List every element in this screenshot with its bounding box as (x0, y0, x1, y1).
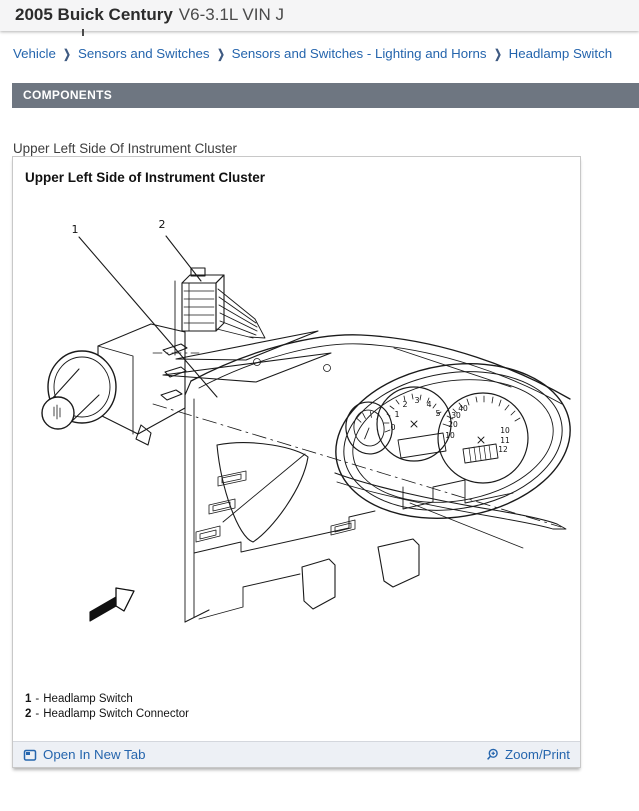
page-title (15, 5, 284, 25)
callout-2 (159, 218, 202, 355)
components-section-bar (12, 83, 639, 108)
speedo-number: 10 (445, 431, 455, 440)
tach-number: 3 (414, 396, 420, 405)
instrument-cluster-diagram (13, 157, 580, 741)
vehicle-title: 2005 Buick Century (15, 5, 173, 24)
legend (25, 692, 189, 722)
speedo-number: 30 (451, 411, 461, 420)
figure-footer (13, 741, 580, 767)
callout-1-number: 1 (71, 223, 79, 236)
figure-caption: Upper Left Side Of Instrument Cluster (13, 141, 238, 156)
speedo-number: 11 (500, 436, 510, 445)
speedo-number: 20 (448, 420, 458, 429)
vehicle-subtitle: V6-3.1L VIN J (178, 5, 284, 24)
tach-number: 4 (426, 400, 432, 409)
breadcrumb-link-sensors-switches[interactable]: Sensors and Switches (77, 46, 210, 61)
connector-drawing (182, 268, 265, 338)
open-in-new-tab-icon (23, 748, 37, 762)
figure-box (12, 156, 581, 768)
chevron-separator-icon: ❯ (63, 47, 71, 61)
tach-number: 5 (435, 409, 441, 418)
chevron-separator-icon: ❯ (493, 47, 502, 61)
clipped-text-artifact (82, 29, 84, 36)
zoom-print-link[interactable]: Zoom/Print (486, 747, 570, 762)
breadcrumb-link-lighting-horns[interactable]: Sensors and Switches - Lighting and Horns (231, 46, 487, 61)
magnifier-plus-icon (486, 748, 499, 761)
breadcrumb-link-headlamp-switch[interactable]: Headlamp Switch (508, 46, 613, 61)
speedo-number: 12 (498, 445, 508, 454)
speedo-number: 40 (458, 404, 468, 413)
open-in-new-tab-link[interactable]: Open In New Tab (23, 747, 146, 762)
breadcrumb-link-vehicle[interactable]: Vehicle (13, 46, 56, 61)
cluster-bezel-drawing (325, 347, 580, 534)
speedometer-drawing (438, 393, 528, 483)
tach-number: 1 (394, 410, 400, 419)
chevron-separator-icon: ❯ (216, 47, 225, 61)
components-section-label: COMPONENTS (23, 88, 113, 102)
legend-item: 1 - Headlamp Switch (25, 693, 133, 705)
figure-heading: Upper Left Side of Instrument Cluster (25, 170, 266, 185)
speedo-number: 10 (500, 426, 510, 435)
headlamp-switch-drawing (42, 324, 187, 445)
legend-item: 2 - Headlamp Switch Connector (25, 708, 189, 720)
callout-2-number: 2 (158, 218, 166, 231)
app-header (0, 0, 639, 31)
tach-number: 2 (402, 400, 408, 409)
breadcrumb (13, 46, 633, 61)
tach-number: 0 (390, 423, 396, 432)
direction-arrow-symbol (90, 588, 134, 621)
